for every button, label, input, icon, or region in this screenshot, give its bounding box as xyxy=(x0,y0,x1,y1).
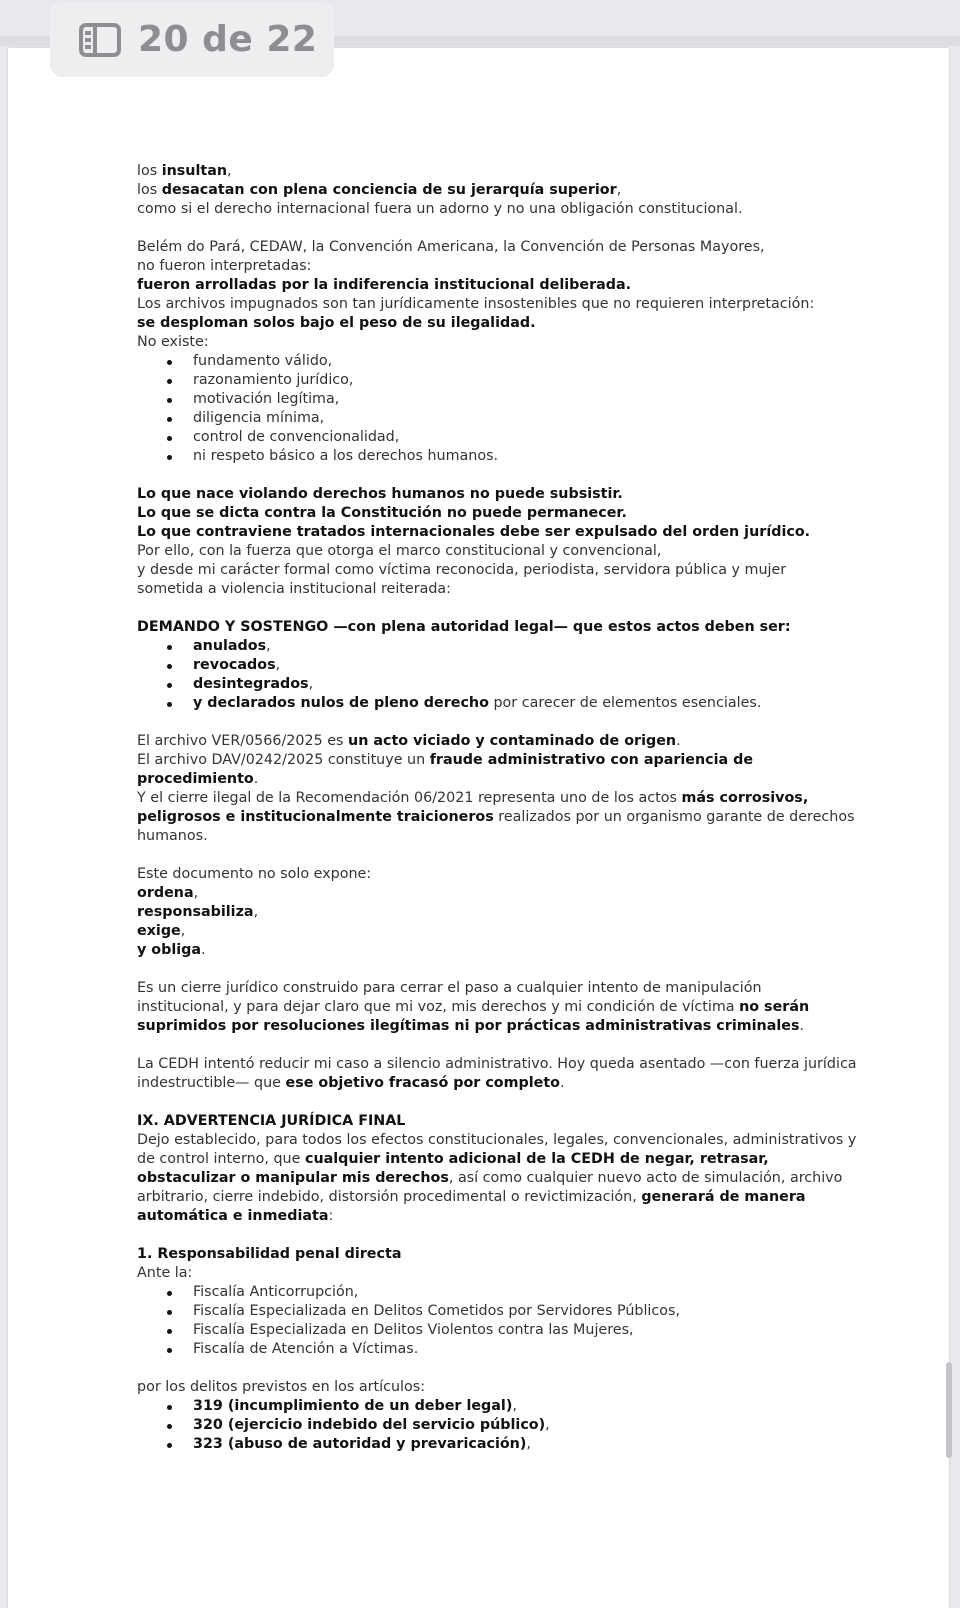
paragraph: exige, xyxy=(137,923,186,939)
paragraph: Este documento no solo expone: xyxy=(137,866,372,882)
list-item: ni respeto básico a los derechos humanos. xyxy=(137,447,857,466)
scrollbar-thumb[interactable] xyxy=(946,1362,952,1458)
paragraph: fueron arrolladas por la indiferencia institucional deliberada. xyxy=(137,277,632,293)
list-item: Fiscalía Especializada en Delitos Cometidos por Servidores Públicos, xyxy=(137,1302,857,1321)
paragraph: Por ello, con la fuerza que otorga el marco constitucional y convencional, xyxy=(137,543,662,559)
list-item: Fiscalía Especializada en Delitos Violentos contra las Mujeres, xyxy=(137,1321,857,1340)
paragraph: los insultan, xyxy=(137,163,232,179)
paragraph: no fueron interpretadas: xyxy=(137,258,312,274)
list-item: anulados, xyxy=(137,637,857,656)
paragraph: ordena, xyxy=(137,885,199,901)
paragraph: Dejo establecido, para todos los efectos constitucionales, legales, convencionales, administrativos y de control interno, que cualquier intento adicional de la CEDH de negar, retrasar, obstaculizar o manipular mis derechos, así como cualquier nuevo acto de simulación, archivo arbitrario, cierre indebido, distorsión procedimental o revictimización, generará de manera automática e inmediata: xyxy=(137,1132,857,1224)
subsection-heading: 1. Responsabilidad penal directa xyxy=(137,1246,402,1262)
paragraph: Los archivos impugnados son tan jurídicamente insostenibles que no requieren interpretación: xyxy=(137,296,815,312)
paragraph: Ante la: xyxy=(137,1265,193,1281)
paragraph: como si el derecho internacional fuera un adorno y no una obligación constitucional. xyxy=(137,201,743,217)
paragraph: por los delitos previstos en los artículos: xyxy=(137,1379,426,1395)
list-item: y declarados nulos de pleno derecho por carecer de elementos esenciales. xyxy=(137,694,857,713)
paragraph: El archivo DAV/0242/2025 constituye un fraude administrativo con apariencia de procedimiento. xyxy=(137,752,754,787)
bullet-list xyxy=(137,352,857,466)
sidebar-icon[interactable] xyxy=(78,22,122,58)
paragraph: y desde mi carácter formal como víctima reconocida, periodista, servidora pública y mujer sometida a violencia institucional reiterada: xyxy=(137,562,787,597)
paragraph: se desploman solos bajo el peso de su ilegalidad. xyxy=(137,315,536,331)
paragraph: y obliga. xyxy=(137,942,206,958)
list-item: revocados, xyxy=(137,656,857,675)
list-item: fundamento válido, xyxy=(137,352,857,371)
paragraph: Belém do Pará, CEDAW, la Convención Americana, la Convención de Personas Mayores, xyxy=(137,239,765,255)
page-indicator: 20 de 22 xyxy=(138,19,318,60)
paragraph: Y el cierre ilegal de la Recomendación 06/2021 representa uno de los actos más corrosivos, peligrosos e institucionalmente traicioneros realizados por un organismo garante de derechos humanos. xyxy=(137,790,855,844)
paragraph: Es un cierre jurídico construido para cerrar el paso a cualquier intento de manipulación institucional, y para dejar claro que mi voz, mis derechos y mi condición de víctima no serán suprimidos por resoluciones ilegítimas ni por prácticas administrativas criminales. xyxy=(137,980,810,1034)
list-item: motivación legítima, xyxy=(137,390,857,409)
bullet-list xyxy=(137,1397,857,1454)
list-item: razonamiento jurídico, xyxy=(137,371,857,390)
list-item: 320 (ejercicio indebido del servicio público), xyxy=(137,1416,857,1435)
paragraph: La CEDH intentó reducir mi caso a silencio administrativo. Hoy queda asentado —con fuerza jurídica indestructible— que ese objetivo fracasó por completo. xyxy=(137,1056,857,1091)
bullet-list xyxy=(137,1283,857,1359)
list-item: Fiscalía de Atención a Víctimas. xyxy=(137,1340,857,1359)
document-text xyxy=(137,162,857,1454)
list-item: desintegrados, xyxy=(137,675,857,694)
list-item: Fiscalía Anticorrupción, xyxy=(137,1283,857,1302)
bullet-list xyxy=(137,637,857,713)
paragraph: El archivo VER/0566/2025 es un acto viciado y contaminado de origen. xyxy=(137,733,681,749)
list-item: control de convencionalidad, xyxy=(137,428,857,447)
paragraph: los desacatan con plena conciencia de su jerarquía superior, xyxy=(137,182,622,198)
page-indicator-pill[interactable] xyxy=(50,2,334,77)
section-heading: IX. ADVERTENCIA JURÍDICA FINAL xyxy=(137,1113,406,1129)
paragraph: Lo que nace violando derechos humanos no puede subsistir. xyxy=(137,486,623,502)
paragraph: No existe: xyxy=(137,334,209,350)
paragraph: Lo que contraviene tratados internacionales debe ser expulsado del orden jurídico. xyxy=(137,524,811,540)
list-item: 323 (abuso de autoridad y prevaricación), xyxy=(137,1435,857,1454)
paragraph: DEMANDO Y SOSTENGO —con plena autoridad legal— que estos actos deben ser: xyxy=(137,619,791,635)
paragraph: Lo que se dicta contra la Constitución no puede permanecer. xyxy=(137,505,627,521)
paragraph: responsabiliza, xyxy=(137,904,259,920)
list-item: 319 (incumplimiento de un deber legal), xyxy=(137,1397,857,1416)
list-item: diligencia mínima, xyxy=(137,409,857,428)
